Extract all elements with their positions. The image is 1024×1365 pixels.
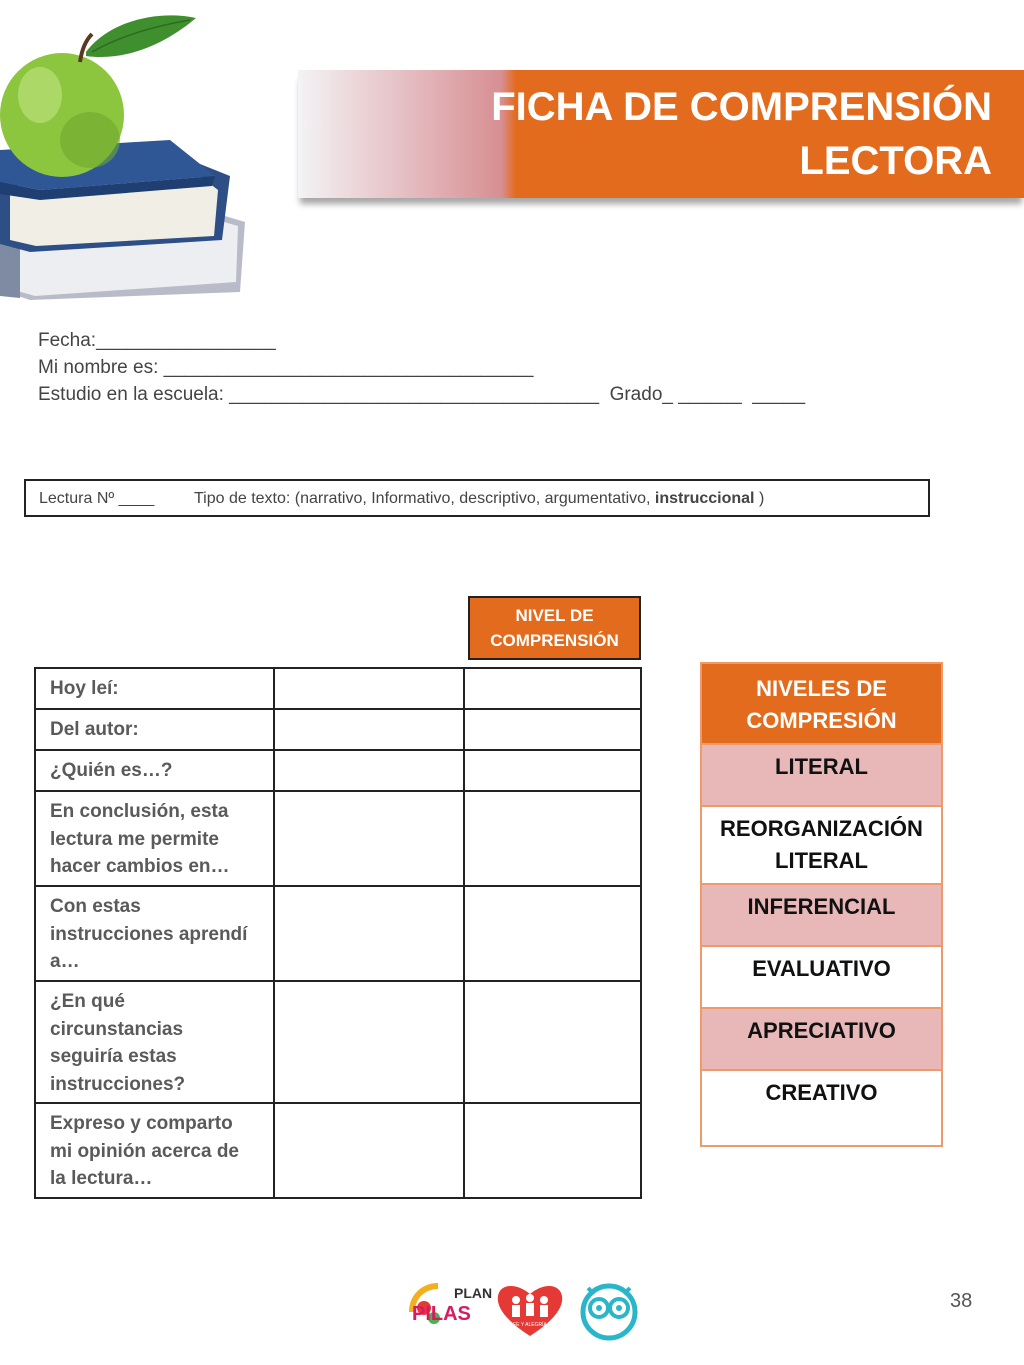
row-label: Del autor: xyxy=(35,709,274,750)
level-reorganizacion-literal: REORGANIZACIÓN LITERAL xyxy=(702,805,941,883)
comprehension-table xyxy=(34,667,642,1199)
answer-cell[interactable] xyxy=(274,750,464,791)
level-creativo: CREATIVO xyxy=(702,1069,941,1145)
answer-cell[interactable] xyxy=(274,668,464,709)
plan-text: PLAN xyxy=(454,1285,493,1301)
name-field[interactable]: Mi nombre es: ___________________________________ xyxy=(38,357,534,378)
comprehension-levels-panel xyxy=(700,662,943,1147)
table-row xyxy=(35,791,641,886)
title-line-1: FICHA DE COMPRENSIÓN xyxy=(491,85,992,129)
plan-pilas-logo xyxy=(412,1285,492,1325)
student-info-block xyxy=(38,327,805,408)
heart-logo xyxy=(498,1286,562,1336)
page-title xyxy=(491,80,992,188)
row-label: Expreso y comparto mi opinión acerca de la lectura… xyxy=(35,1103,274,1198)
reading-number[interactable]: Lectura Nº ____ xyxy=(39,490,155,507)
levels-title: NIVELES DE COMPRESIÓN xyxy=(702,664,941,743)
level-apreciativo: APRECIATIVO xyxy=(702,1007,941,1069)
row-label: Con estas instrucciones aprendí a… xyxy=(35,886,274,981)
level-cell[interactable] xyxy=(464,1103,641,1198)
page-number: 38 xyxy=(950,1290,973,1312)
title-line-2: LECTORA xyxy=(799,139,992,183)
nivel-header-line-2: COMPRENSIÓN xyxy=(490,631,619,650)
date-field[interactable]: Fecha:_________________ xyxy=(38,330,276,351)
level-cell[interactable] xyxy=(464,886,641,981)
text-type-bold: instruccional xyxy=(654,490,755,507)
answer-cell[interactable] xyxy=(274,1103,464,1198)
reading-info-box xyxy=(24,479,930,517)
level-cell[interactable] xyxy=(464,791,641,886)
comprehension-level-header xyxy=(468,596,641,660)
level-cell[interactable] xyxy=(464,709,641,750)
level-cell[interactable] xyxy=(464,981,641,1103)
text-type-suffix: ) xyxy=(754,490,765,507)
table-row xyxy=(35,709,641,750)
school-grade-field[interactable]: Estudio en la escuela: ___________________________________ Grado_ ______ _____ xyxy=(38,384,806,405)
row-label: Hoy leí: xyxy=(35,668,274,709)
table-row xyxy=(35,886,641,981)
level-cell[interactable] xyxy=(464,750,641,791)
table-row xyxy=(35,750,641,791)
nivel-header-line-1: NIVEL DE xyxy=(515,606,594,625)
table-row xyxy=(35,1103,641,1198)
owl-logo xyxy=(583,1286,635,1338)
apple-books-illustration xyxy=(0,0,260,310)
answer-cell[interactable] xyxy=(274,709,464,750)
answer-cell[interactable] xyxy=(274,981,464,1103)
level-inferencial: INFERENCIAL xyxy=(702,883,941,945)
table-row xyxy=(35,668,641,709)
row-label: En conclusión, esta lectura me permite hacer cambios en… xyxy=(35,791,274,886)
footer-logos xyxy=(408,1278,640,1342)
heart-logo-text: FE Y ALEGRÍA xyxy=(513,1322,547,1328)
row-label: ¿En qué circunstancias seguiría estas instrucciones? xyxy=(35,981,274,1103)
text-type-prefix: Tipo de texto: (narrativo, Informativo, descriptivo, argumentativo, xyxy=(193,490,655,507)
answer-cell[interactable] xyxy=(274,791,464,886)
level-evaluativo: EVALUATIVO xyxy=(702,945,941,1007)
level-cell[interactable] xyxy=(464,668,641,709)
answer-cell[interactable] xyxy=(274,886,464,981)
title-banner xyxy=(298,70,1024,198)
table-row xyxy=(35,981,641,1103)
level-literal: LITERAL xyxy=(702,743,941,805)
row-label: ¿Quién es…? xyxy=(35,750,274,791)
pilas-text: PILAS xyxy=(412,1303,471,1325)
